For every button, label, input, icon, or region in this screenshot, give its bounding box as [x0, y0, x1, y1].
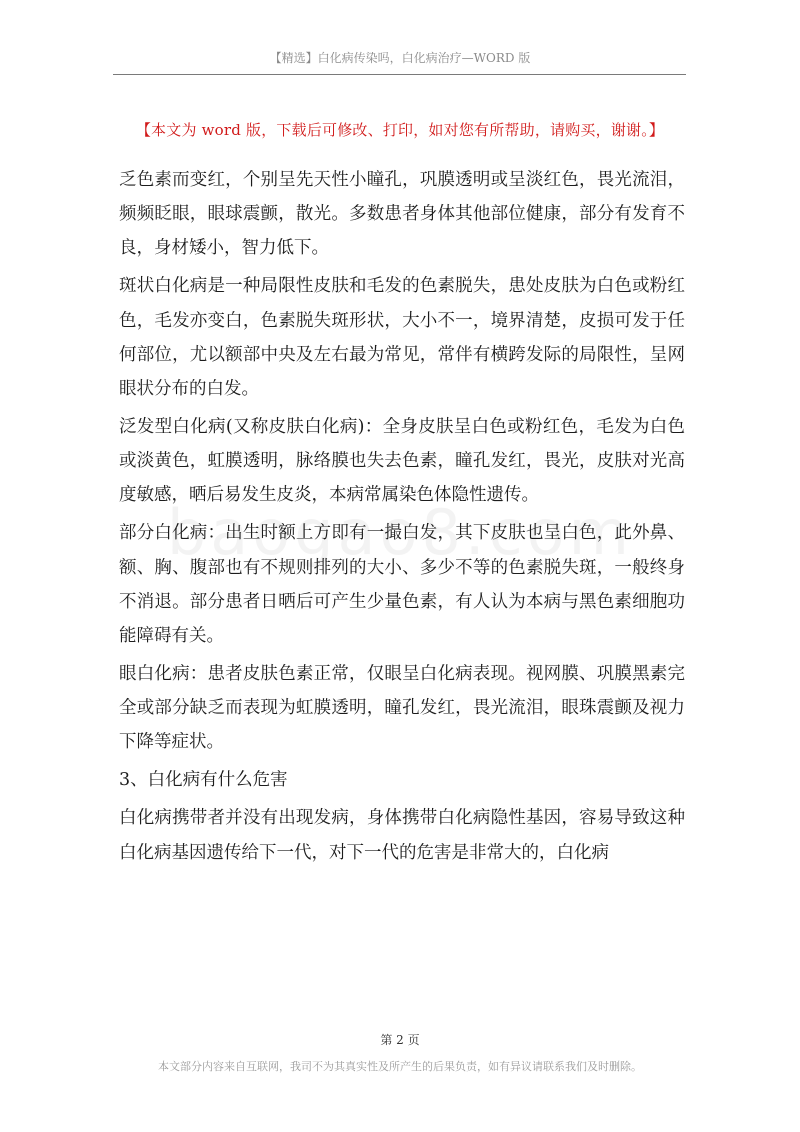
page-number: 第 2 页	[380, 1033, 420, 1047]
paragraph-ocular-albinism: 眼白化病：患者皮肤色素正常，仅眼呈白化病表现。视网膜、巩膜黑素完全或部分缺乏而表现为虹膜透明，瞳孔发红，畏光流泪，眼珠震颤及视力下降等症状。	[119, 664, 685, 753]
purchase-notice: 【本文为 word 版，下载后可修改、打印，如对您有所帮助，请购买，谢谢。】	[135, 121, 665, 139]
header-divider	[113, 74, 686, 75]
paragraph-generalized-albinism: 泛发型白化病(又称皮肤白化病)：全身皮肤呈白色或粉红色，毛发为白色或淡黄色，虹膜透明，脉络膜也失去色素，瞳孔发红，畏光，皮肤对光高度敏感，晒后易发生皮炎，本病常属染色体隐性遗传。	[119, 417, 685, 506]
paragraph-carrier-hazards: 白化病携带者并没有出现发病，身体携带白化病隐性基因，容易导致这种白化病基因遗传给下一代，对下一代的危害是非常大的，白化病	[119, 808, 685, 863]
paragraph-albinism-eye-symptoms: 乏色素而变红，个别呈先天性小瞳孔，巩膜透明或呈淡红色，畏光流泪，频频眨眼，眼球震颤，散光。多数患者身体其他部位健康，部分有发育不良，身材矮小，智力低下。	[119, 170, 685, 259]
document-body	[119, 163, 685, 874]
page-header: 【精选】白化病传染吗，白化病治疗—WORD 版	[269, 51, 531, 65]
page-footer-disclaimer: 本文部分内容来自互联网，我司不为其真实性及所产生的后果负责，如有异议请联系我们及时删除。	[158, 1060, 642, 1073]
paragraph-partial-albinism: 部分白化病：出生时额上方即有一撮白发，其下皮肤也呈白色，此外鼻、额、胸、腹部也有不规则排列的大小、多少不等的色素脱失斑，一般终身不消退。部分患者日晒后可产生少量色素，有人认为本病与黑色素细胞功能障碍有关。	[119, 523, 685, 647]
section-heading-hazards: 3、白化病有什么危害	[119, 770, 288, 791]
paragraph-piebald-albinism: 斑状白化病是一种局限性皮肤和毛发的色素脱失，患处皮肤为白色或粉红色，毛发亦变白，色素脱失斑形状，大小不一，境界清楚，皮损可发于任何部位，尤以额部中央及左右最为常见，常伴有横跨发际的局限性，呈网眼状分布的白发。	[119, 276, 685, 400]
